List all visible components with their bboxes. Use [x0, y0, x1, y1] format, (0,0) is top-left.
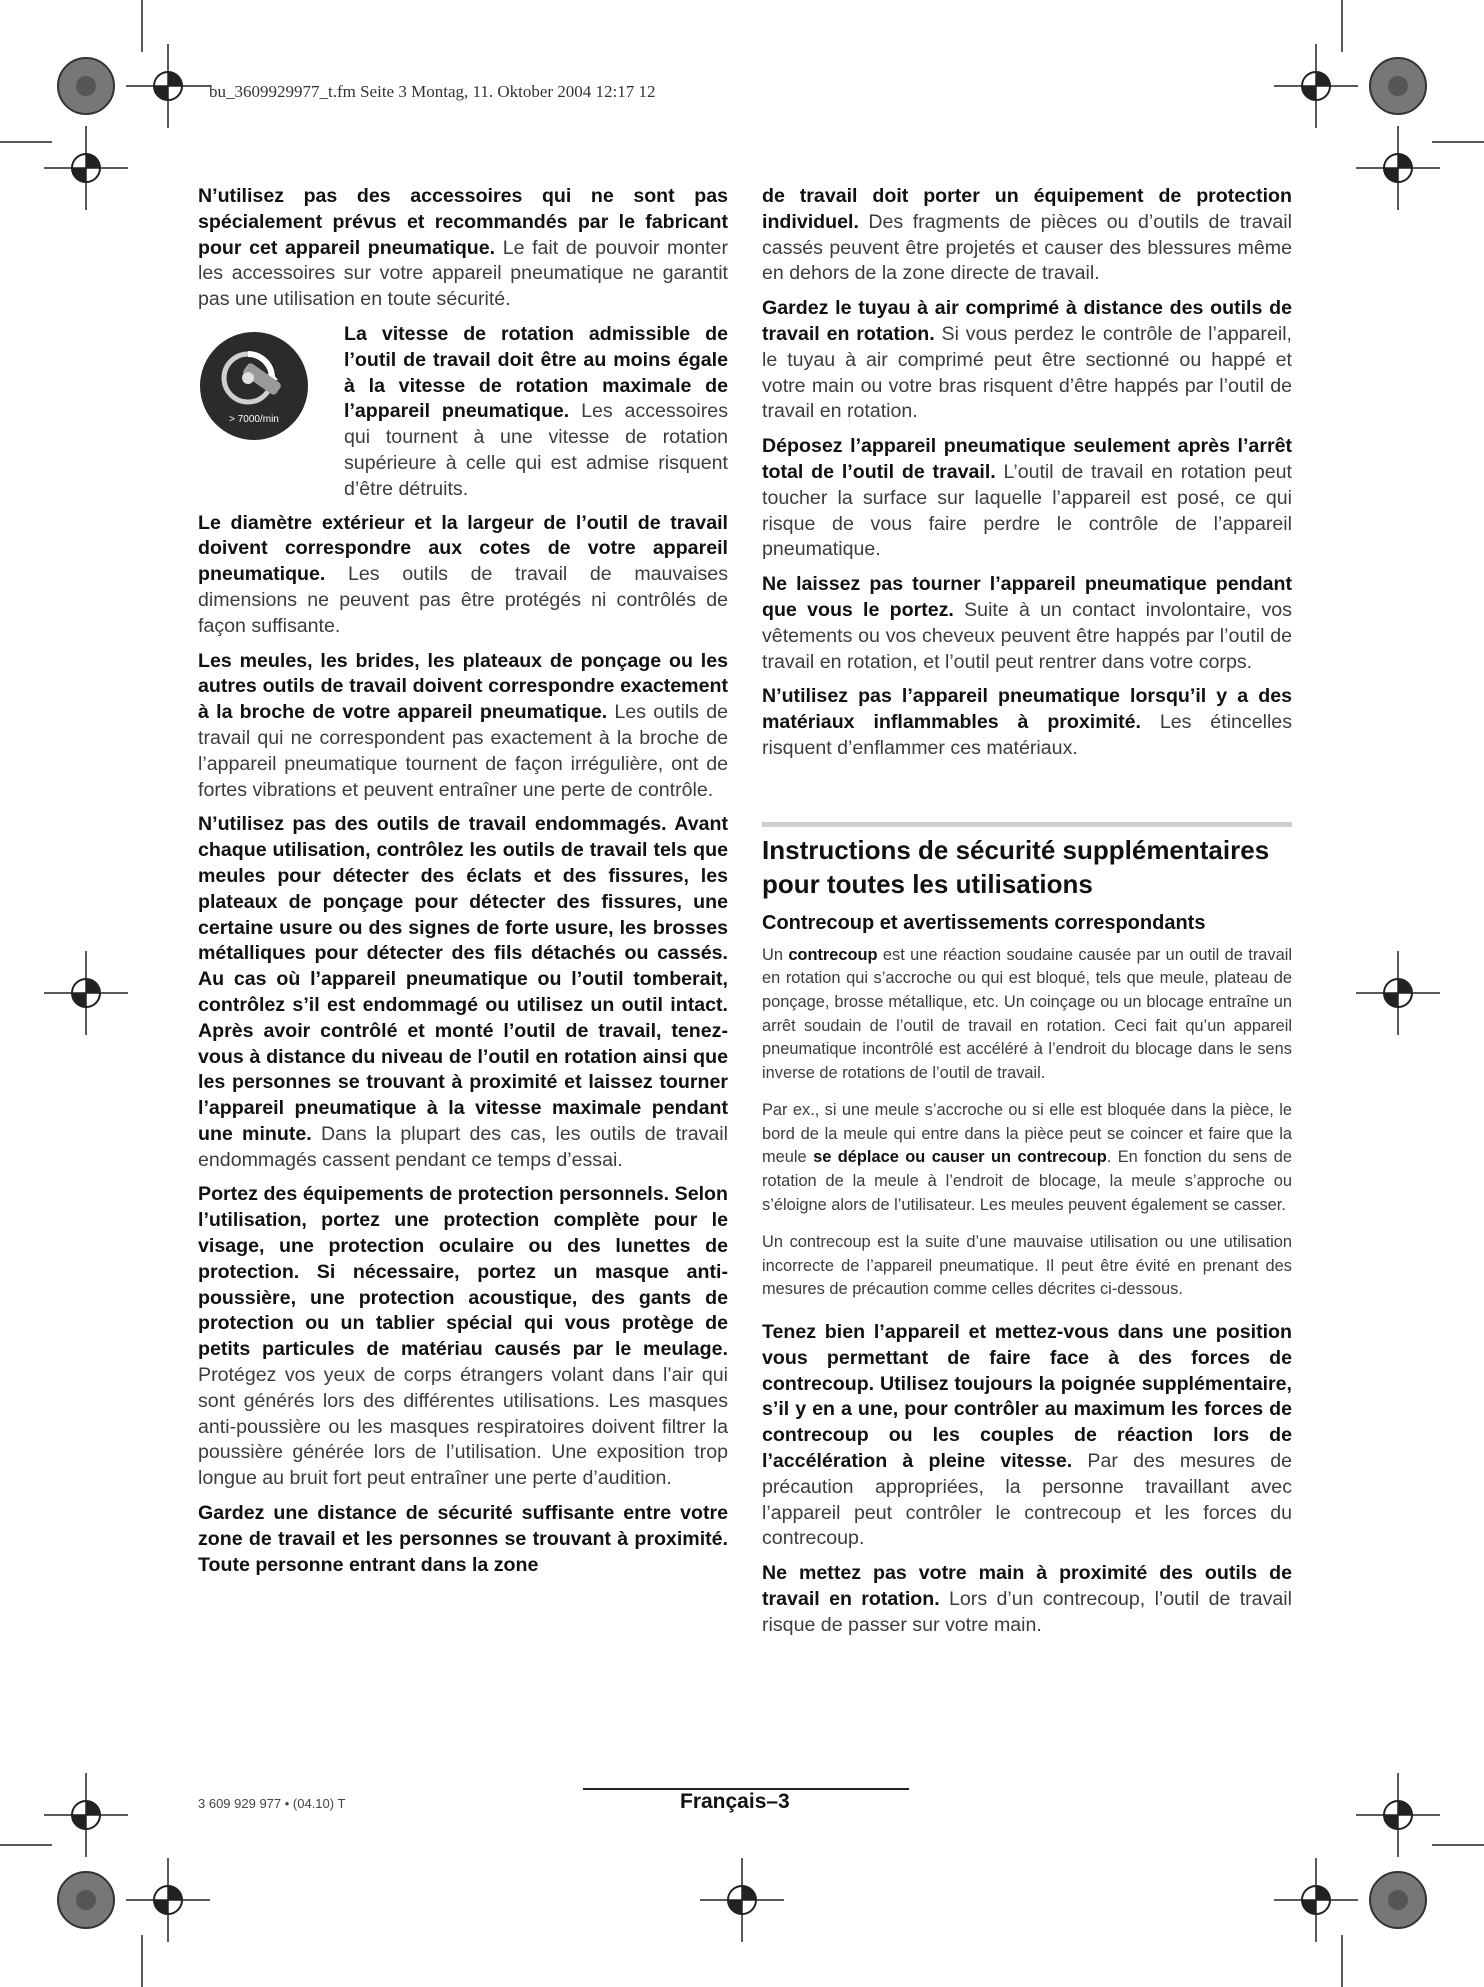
paragraph: N’utilisez pas des accessoires qui ne sont pas spécialement prévus et recommandés par le fabricant pour cet appareil pneumatique. Le fait de pouvoir monter les accessoires sur votre appareil pneumatique ne garantit pas une utilisation en toute sécurité.: [198, 185, 728, 311]
right-column: [762, 184, 1292, 1648]
icon-paragraph: [198, 322, 728, 503]
paragraph: Les meules, les brides, les plateaux de ponçage ou les autres outils de travail doivent correspondre exactement à la broche de votre appareil pneumatique. Les outils de travail qui ne correspondent pas exactement à la broche de l’appareil pneumatique tournent de façon irrégulière, ont de fortes vibrations et peuvent entraîner une perte de contrôle.: [198, 649, 728, 801]
paragraph: N’utilisez pas des outils de travail endommagés. Avant chaque utilisation, contrôlez les outils de travail tels que meules pour détecter des éclats et des fissures, les plateaux de ponçage pour détecter des fissures, une certaine usure ou des signes de forte usure, les brosses métalliques pour détecter des fils détachés ou cassés. Au cas où l’appareil pneumatique ou l’outil tomberait, contrôlez s’il est endommagé ou utilisez un outil intact. Après avoir contrôlé et monté l’outil de travail, tenez-vous à distance du niveau de l’outil en rotation ainsi que les personnes se trouvant à proximité et laissez tourner l’appareil pneumatique à la vitesse maximale pendant une minute. Dans la plupart des cas, les outils de travail endommagés cassent pendant ce temps d’essai.: [198, 813, 728, 1171]
paragraph: N’utilisez pas l’appareil pneumatique lorsqu’il y a des matériaux inflammables à proximité. Les étincelles risquent d’enflammer ces matériaux.: [762, 685, 1292, 759]
file-header: bu_3609929977_t.fm Seite 3 Montag, 11. Oktober 2004 12:17 12: [209, 82, 656, 101]
paragraph: La vitesse de rotation admissible de l’outil de travail doit être au moins égale à la vitesse de rotation maximale de l’appareil pneumatique. Les accessoires qui tournent à une vitesse de rotation supérieure à celle qui est admise risquent d’être détruits.: [344, 322, 728, 500]
document-code: 3 609 929 977 • (04.10) T: [198, 1796, 346, 1811]
small-paragraph: Un contrecoup est la suite d’une mauvaise utilisation ou une utilisation incorrecte de l’appareil pneumatique. Il peut être évité en prenant des mesures de précaution comme celles décrites ci-dessous.: [762, 1233, 1292, 1299]
section-title: Instructions de sécurité supplémentaires pour toutes les utilisations: [762, 834, 1270, 899]
small-paragraph: Par ex., si une meule s’accroche ou si elle est bloquée dans la pièce, le bord de la meule qui entre dans la pièce peut se coincer et faire que la meule se déplace ou causer un contrecoup. En fonction du sens de rotation de la meule à l’endroit de blocage, la meule s’approche ou s’éloigne alors de l’utilisateur. Les meules peuvent également se casser.: [762, 1101, 1293, 1214]
paragraph: Déposez l’appareil pneumatique seulement après l’arrêt total de l’outil de travail. L’outil de travail en rotation peut toucher la surface sur laquelle l’appareil est posé, ce qui risque de vous faire perdre le contrôle de l’appareil pneumatique.: [762, 435, 1292, 561]
paragraph: Tenez bien l’appareil et mettez-vous dans une position vous permettant de faire face à des forces de contrecoup. Utilisez toujours la poignée supplémentaire, s’il y en a une, pour contrôler au maximum les forces de contrecoup ou les couples de réaction lors de l’accélération à pleine vitesse. Par des mesures de précaution appropriées, la personne travaillant avec l’appareil peut contrôler le contrecoup et les forces du contrecoup.: [762, 1321, 1292, 1550]
paragraph: Ne mettez pas votre main à proximité des outils de travail en rotation. Lors d’un contrecoup, l’outil de travail risque de passer sur votre main.: [762, 1562, 1292, 1636]
paragraph: Portez des équipements de protection personnels. Selon l’utilisation, portez une protection complète pour le visage, une protection oculaire ou des lunettes de protection. Si nécessaire, portez un masque anti-poussière, une protection acoustique, des gants de protection ou un tablier spécial qui vous protège de petits particules de matériau causés par le meulage. Protégez vos yeux de corps étrangers volant dans l’air qui sont générés lors des différentes utilisations. Les masques anti-poussière ou les masques respiratoires doivent filtrer la poussière générée lors de l’utilisation. Une exposition trop longue au bruit fort peut entraîner une perte d’audition.: [198, 1183, 728, 1490]
paragraph: de travail doit porter un équipement de protection individuel. Des fragments de pièces ou d’outils de travail cassés peuvent être projetés et causer des blessures même en dehors de la zone directe de travail.: [762, 185, 1292, 285]
small-paragraph: Un contrecoup est une réaction soudaine causée par un outil de travail en rotation qui s’accroche ou qui est bloqué, tels que meule, plateau de ponçage, brosse métallique, etc. Un coinçage ou un blocage entraîne un arrêt soudain de l’outil de travail en rotation. Ceci fait qu’un appareil pneumatique incontrôlé est accéléré à l’endroit du blocage dans le sens inverse de rotations de l’outil de travail.: [762, 945, 1292, 1082]
page-number: Français–3: [680, 1790, 790, 1813]
rotation-speed-icon: [198, 330, 310, 442]
section-divider: [762, 822, 1292, 827]
paragraph: Gardez une distance de sécurité suffisante entre votre zone de travail et les personnes se trouvant à proximité. Toute personne entrant dans la zone: [198, 1502, 728, 1576]
paragraph: Ne laissez pas tourner l’appareil pneumatique pendant que vous le portez. Suite à un contact involontaire, vos vêtements ou vos cheveux peuvent être happés par l’outil de travail en rotation, et l’outil peut rentrer dans votre corps.: [762, 573, 1292, 673]
paragraph: Gardez le tuyau à air comprimé à distance des outils de travail en rotation. Si vous perdez le contrôle de l’appareil, le tuyau à air comprimé peut être sectionné ou happé et votre main ou votre bras risquent d’être happés par l’outil de travail en rotation.: [762, 297, 1292, 423]
icon-label: > 7000/min: [229, 413, 279, 425]
left-column: [198, 184, 728, 1587]
paragraph: Le diamètre extérieur et la largeur de l’outil de travail doivent correspondre aux cotes de votre appareil pneumatique. Les outils de travail de mauvaises dimensions ne peuvent pas être protégés ni contrôlés de façon suffisante.: [198, 511, 728, 637]
section-subtitle: Contrecoup et avertissements correspondants: [762, 911, 1206, 934]
